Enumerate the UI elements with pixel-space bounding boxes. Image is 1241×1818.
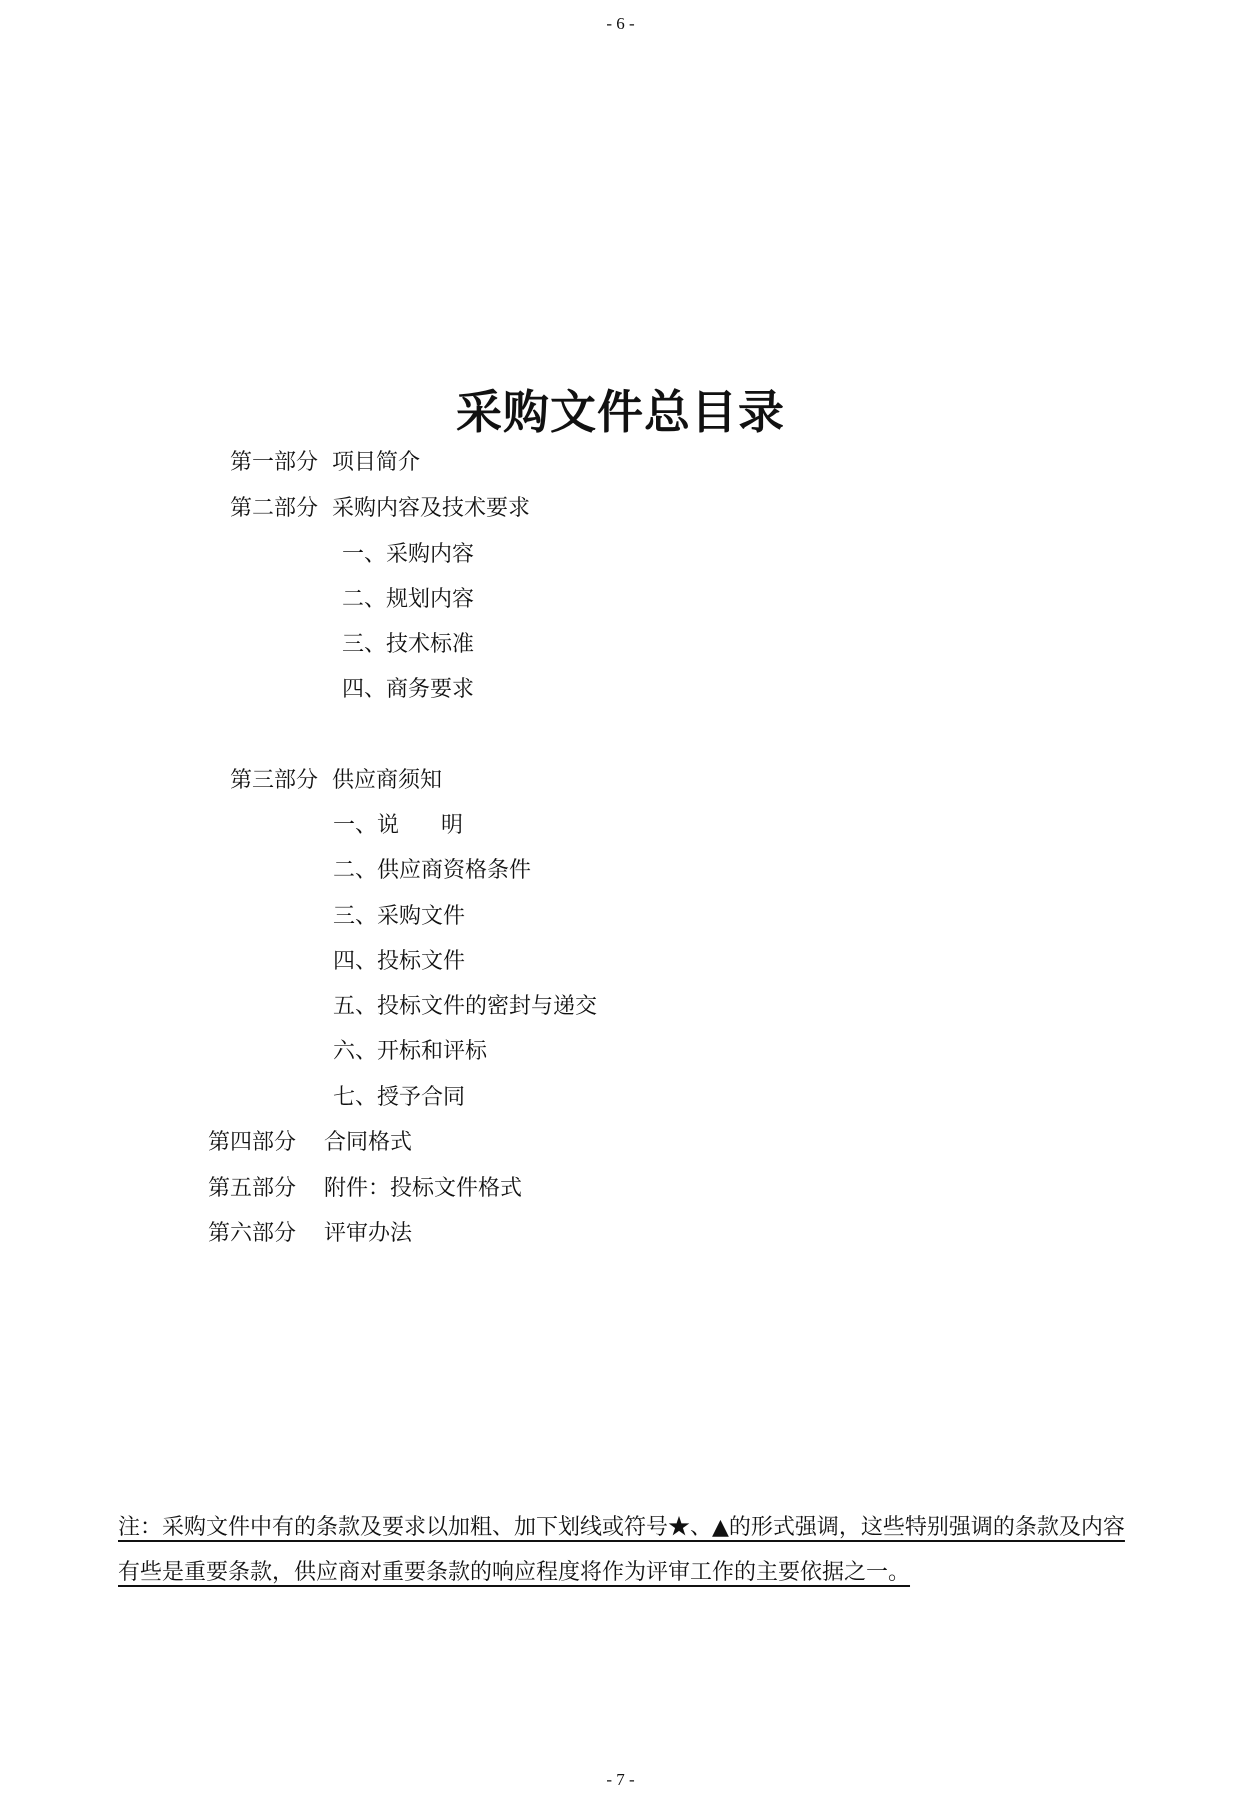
toc-part-2: 第二部分 采购内容及技术要求 bbox=[230, 496, 530, 521]
toc-part-3-item: 五、投标文件的密封与递交 bbox=[333, 994, 598, 1019]
toc-part-2-item: 三、技术标准 bbox=[342, 632, 475, 657]
toc-part-3-item: 七、授予合同 bbox=[333, 1085, 466, 1110]
toc-part-2-item: 一、采购内容 bbox=[342, 542, 475, 567]
toc-part-3-item: 四、投标文件 bbox=[333, 949, 466, 974]
page-number-top: - 6 - bbox=[606, 14, 635, 33]
toc-part-1: 第一部分 项目简介 bbox=[230, 450, 420, 475]
toc-part-2-item: 二、规划内容 bbox=[342, 587, 475, 612]
page-title: 采购文件总目录 bbox=[456, 385, 785, 439]
toc-part-3-item: 六、开标和评标 bbox=[333, 1039, 488, 1064]
toc-part-6: 第六部分 评审办法 bbox=[208, 1221, 412, 1246]
toc-part-3-item: 二、供应商资格条件 bbox=[333, 858, 532, 883]
toc-part-3: 第三部分 供应商须知 bbox=[230, 768, 442, 793]
toc-part-3-item: 三、采购文件 bbox=[333, 904, 466, 929]
toc-part-3-item: 一、说 明 bbox=[333, 813, 463, 838]
emphasis-note: 注：采购文件中有的条款及要求以加粗、加下划线或符号★、▲的形式强调，这些特别强调的条款及内容有些是重要条款，供应商对重要条款的响应程度将作为评审工作的主要依据之一。 bbox=[118, 1515, 1125, 1585]
toc-part-5: 第五部分 附件：投标文件格式 bbox=[208, 1176, 522, 1201]
toc-part-2-item: 四、商务要求 bbox=[342, 677, 475, 702]
toc-part-4: 第四部分 合同格式 bbox=[208, 1130, 412, 1155]
page-number-bottom: - 7 - bbox=[606, 1770, 635, 1789]
